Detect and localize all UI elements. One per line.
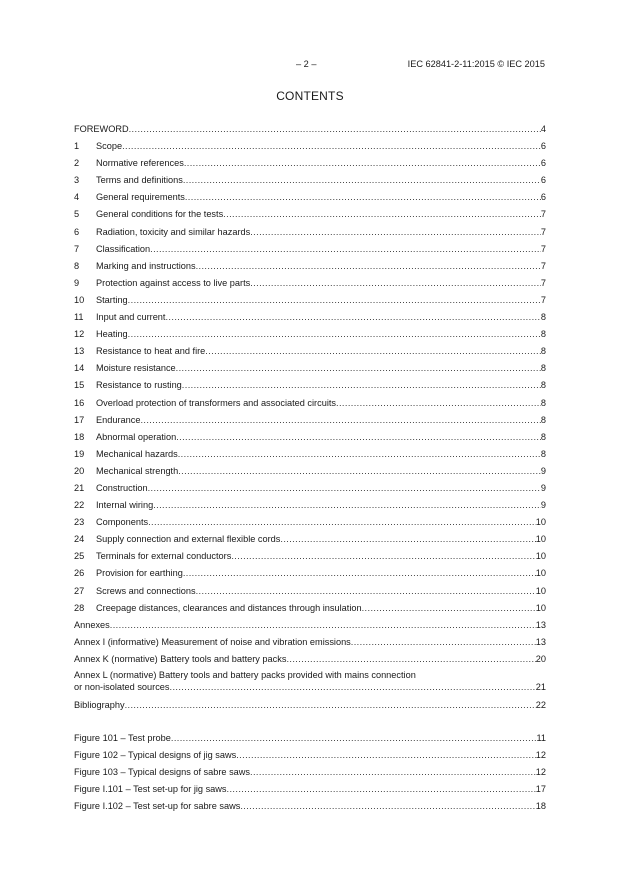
toc-entry[interactable] — [74, 600, 546, 617]
toc-entry-page: 6 — [540, 192, 546, 203]
toc-entry-page: 7 — [540, 294, 546, 305]
page-number: – 2 – — [296, 59, 317, 69]
toc-entry-number: 5 — [74, 209, 80, 220]
toc-entry-label: FOREWORD — [74, 124, 129, 134]
toc-entry-page: 8 — [540, 329, 546, 340]
toc-entry-number: 3 — [74, 175, 80, 186]
toc-entry-number: 12 — [74, 329, 85, 340]
toc-entry-label: Figure 103 – Typical designs of sabre saws — [74, 767, 251, 778]
dot-leader — [140, 412, 540, 429]
dot-leader — [122, 138, 541, 155]
dot-leader — [196, 583, 536, 600]
toc-entry-page: 7 — [540, 226, 546, 237]
toc-entry-annex-l[interactable] — [74, 668, 546, 697]
page-title: CONTENTS — [276, 89, 344, 103]
toc-entry-label: Bibliography — [74, 699, 125, 710]
toc-entry[interactable] — [74, 206, 546, 223]
toc-entry-annex-k[interactable] — [74, 651, 546, 668]
toc-entry-page: 4 — [540, 124, 546, 134]
toc-entry[interactable] — [74, 309, 546, 326]
dot-leader — [250, 764, 536, 781]
dot-leader — [250, 275, 541, 292]
toc-entry-page: 7 — [540, 277, 546, 288]
dot-leader — [205, 343, 541, 360]
toc-entry-page: 9 — [540, 500, 546, 511]
toc-entry-number: 23 — [74, 517, 85, 528]
toc-entry-page: 8 — [540, 346, 546, 357]
toc-entry-label: Provision for earthing — [96, 568, 183, 579]
toc-entry-label: Figure 101 – Test probe — [74, 732, 171, 743]
toc-entry-page: 11 — [536, 732, 546, 743]
toc-entry[interactable] — [74, 343, 546, 360]
dot-leader — [183, 565, 536, 582]
clause-list — [74, 138, 546, 617]
toc-entry[interactable] — [74, 730, 546, 747]
dot-leader — [153, 497, 541, 514]
toc-entry[interactable] — [74, 224, 546, 241]
document-id: IEC 62841-2-11:2015 © IEC 2015 — [407, 59, 545, 69]
toc-entry-number: 11 — [74, 312, 84, 323]
dot-leader — [240, 798, 535, 815]
toc-entry-page: 12 — [535, 767, 546, 778]
toc-entry-page: 8 — [540, 431, 546, 442]
toc-entry-page: 6 — [540, 158, 546, 169]
toc-entry-label: Supply connection and external flexible cords — [96, 534, 281, 545]
toc-entry-number: 4 — [74, 192, 80, 203]
toc-entry-page: 18 — [535, 801, 546, 812]
dot-leader — [223, 206, 541, 223]
toc-entry-label: Terms and definitions — [96, 175, 183, 186]
dot-leader — [150, 241, 541, 258]
table-of-contents — [74, 121, 546, 815]
toc-entry-number: 22 — [74, 500, 85, 511]
toc-entry[interactable] — [74, 241, 546, 258]
toc-entry-number: 24 — [74, 534, 85, 545]
dot-leader — [250, 224, 541, 241]
toc-entry-page: 6 — [540, 175, 546, 186]
toc-entry-label: Creepage distances, clearances and distances through insulation — [96, 602, 362, 613]
dot-leader — [362, 600, 536, 617]
toc-entry-bibliography[interactable] — [74, 697, 546, 714]
dot-leader — [178, 446, 541, 463]
toc-entry-page: 10 — [535, 551, 546, 562]
toc-entry-number: 7 — [74, 243, 80, 254]
toc-entry-number: 18 — [74, 431, 85, 442]
dot-leader — [182, 377, 541, 394]
toc-entry-label: Normative references — [96, 158, 184, 169]
toc-entry[interactable] — [74, 446, 546, 463]
dot-leader — [184, 155, 541, 172]
dot-leader — [286, 651, 535, 668]
toc-entry-label: Annexes — [74, 619, 110, 630]
toc-entry[interactable] — [74, 189, 546, 206]
toc-entry-label: Classification — [96, 243, 151, 254]
section-gap — [74, 714, 546, 730]
toc-entry-label: Components — [96, 517, 149, 528]
toc-entry[interactable] — [74, 412, 546, 429]
toc-entry-number: 9 — [74, 277, 80, 288]
dot-leader — [165, 309, 540, 326]
toc-entry-label: Input and current — [96, 312, 166, 323]
toc-entry-page: 9 — [540, 482, 546, 493]
dot-leader — [231, 548, 535, 565]
toc-entry-label: Annex I (informative) Measurement of noise and vibration emissions — [74, 636, 351, 647]
toc-entry-number: 25 — [74, 551, 85, 562]
toc-entry-label: Figure I.101 – Test set-up for jig saws — [74, 784, 227, 795]
toc-entry-label: Moisture resistance — [96, 363, 176, 374]
toc-entry-label: Resistance to heat and fire — [96, 346, 206, 357]
toc-entry-label: Heating — [96, 329, 128, 340]
toc-entry-number: 20 — [74, 465, 85, 476]
toc-entry-page: 7 — [540, 260, 546, 271]
dot-leader — [351, 634, 536, 651]
toc-entry-label-line2: or non-isolated sources — [74, 682, 170, 693]
dot-leader — [148, 480, 541, 497]
toc-entry-page: 13 — [535, 636, 546, 647]
dot-leader — [176, 360, 541, 377]
toc-entry-number: 19 — [74, 448, 85, 459]
dot-leader — [128, 292, 541, 309]
toc-entry-page: 10 — [535, 585, 546, 596]
toc-entry-page: 6 — [540, 141, 546, 152]
toc-entry[interactable] — [74, 360, 546, 377]
toc-entry-number: 14 — [74, 363, 85, 374]
toc-entry-label: Construction — [96, 482, 148, 493]
dot-leader — [176, 429, 541, 446]
toc-entry-label: Radiation, toxicity and similar hazards — [96, 226, 251, 237]
toc-entry[interactable] — [74, 377, 546, 394]
dot-leader — [110, 617, 536, 634]
toc-entry-label: General requirements — [96, 192, 185, 203]
toc-entry-label: General conditions for the tests — [96, 209, 224, 220]
toc-entry[interactable] — [74, 798, 546, 815]
toc-entry-number: 27 — [74, 585, 85, 596]
toc-entry-number: 1 — [74, 141, 80, 152]
toc-entry-page: 7 — [540, 209, 546, 220]
page-header — [0, 59, 620, 73]
toc-entry[interactable] — [74, 172, 546, 189]
toc-entry-label: Overload protection of transformers and associated circuits — [96, 397, 337, 408]
toc-entry-label: Figure 102 – Typical designs of jig saws — [74, 750, 237, 760]
toc-entry-label: Scope — [96, 141, 123, 152]
toc-entry-label: Abnormal operation — [96, 431, 177, 442]
toc-entry-page: 10 — [535, 568, 546, 579]
toc-entry[interactable] — [74, 565, 546, 582]
toc-entry-label: Mechanical hazards — [96, 448, 178, 459]
dot-leader — [227, 781, 536, 798]
dot-leader — [336, 395, 541, 412]
toc-entry-page: 7 — [540, 243, 546, 254]
toc-entry-label: Figure I.102 – Test set-up for sabre saws — [74, 801, 241, 812]
dot-leader — [148, 514, 536, 531]
toc-entry[interactable] — [74, 514, 546, 531]
toc-entry-label: Starting — [96, 294, 128, 305]
toc-entry-annex-i[interactable] — [74, 634, 546, 651]
toc-entry-page: 20 — [535, 653, 546, 664]
toc-entry-label: Terminals for external conductors — [96, 551, 232, 562]
toc-entry-label: Mechanical strength — [96, 465, 179, 476]
dot-leader — [129, 121, 541, 138]
toc-entry[interactable] — [74, 429, 546, 446]
toc-entry[interactable] — [74, 275, 546, 292]
toc-entry-label-line1: Annex L (normative) Battery tools and battery packs provided with mains connection — [74, 670, 416, 680]
toc-entry-number: 2 — [74, 158, 80, 169]
toc-entry-page: 10 — [535, 517, 546, 528]
toc-entry[interactable] — [74, 583, 546, 600]
toc-entry-page: 17 — [535, 784, 546, 795]
toc-entry-page: 10 — [535, 602, 546, 613]
toc-entry-page: 8 — [540, 363, 546, 374]
toc-entry[interactable] — [74, 781, 546, 798]
toc-entry-number: 26 — [74, 568, 85, 579]
toc-entry[interactable] — [74, 548, 546, 565]
toc-entry[interactable] — [74, 480, 546, 497]
dot-leader — [178, 463, 541, 480]
toc-entry-label: Screws and connections — [96, 585, 196, 596]
toc-entry-number: 16 — [74, 397, 85, 408]
toc-entry-label: Annex K (normative) Battery tools and battery packs — [74, 653, 287, 664]
toc-entry[interactable] — [74, 463, 546, 480]
toc-entry-page: 8 — [540, 414, 546, 425]
toc-entry-label: Resistance to rusting — [96, 380, 182, 391]
toc-entry-label: Marking and instructions — [96, 260, 196, 271]
toc-entry-number: 28 — [74, 602, 85, 613]
toc-entry-page: 8 — [540, 312, 546, 323]
dot-leader — [125, 697, 536, 714]
dot-leader — [183, 172, 541, 189]
toc-entry-label: Internal wiring — [96, 500, 154, 511]
toc-entry-number: 17 — [74, 414, 85, 425]
toc-entry[interactable] — [74, 764, 546, 781]
dot-leader — [280, 531, 535, 548]
toc-entry-number: 10 — [74, 294, 85, 305]
toc-entry-annexes[interactable] — [74, 617, 546, 634]
toc-entry-page: 10 — [535, 534, 546, 545]
toc-entry-page: 8 — [540, 397, 546, 408]
toc-entry[interactable] — [74, 258, 546, 275]
toc-entry-page: 8 — [540, 448, 546, 459]
toc-entry-page: 13 — [535, 619, 546, 630]
toc-entry-page: 22 — [535, 699, 546, 710]
dot-leader — [236, 747, 536, 764]
toc-entry[interactable] — [74, 138, 546, 155]
toc-entry-page: 8 — [540, 380, 546, 391]
toc-entry-number: 15 — [74, 380, 85, 391]
toc-entry[interactable] — [74, 497, 546, 514]
dot-leader — [128, 326, 541, 343]
toc-entry-label: Protection against access to live parts — [96, 277, 251, 288]
dot-leader — [171, 730, 537, 747]
dot-leader — [185, 189, 541, 206]
toc-entry-foreword[interactable] — [74, 121, 546, 138]
toc-entry-number: 21 — [74, 482, 85, 493]
toc-entry-page: 21 — [535, 682, 546, 693]
dot-leader — [170, 681, 536, 693]
toc-entry-page: 9 — [540, 465, 546, 476]
toc-entry-number: 8 — [74, 260, 80, 271]
toc-entry[interactable] — [74, 292, 546, 309]
toc-entry-number: 13 — [74, 346, 85, 357]
toc-entry-page: 12 — [535, 750, 546, 760]
toc-entry[interactable] — [74, 395, 546, 412]
toc-entry[interactable] — [74, 531, 546, 548]
toc-entry[interactable] — [74, 155, 546, 172]
dot-leader — [196, 258, 541, 275]
toc-entry-label: Endurance — [96, 414, 141, 425]
toc-entry-number: 6 — [74, 226, 80, 237]
toc-entry[interactable] — [74, 326, 546, 343]
figure-list — [74, 730, 546, 815]
toc-entry[interactable] — [74, 747, 546, 764]
